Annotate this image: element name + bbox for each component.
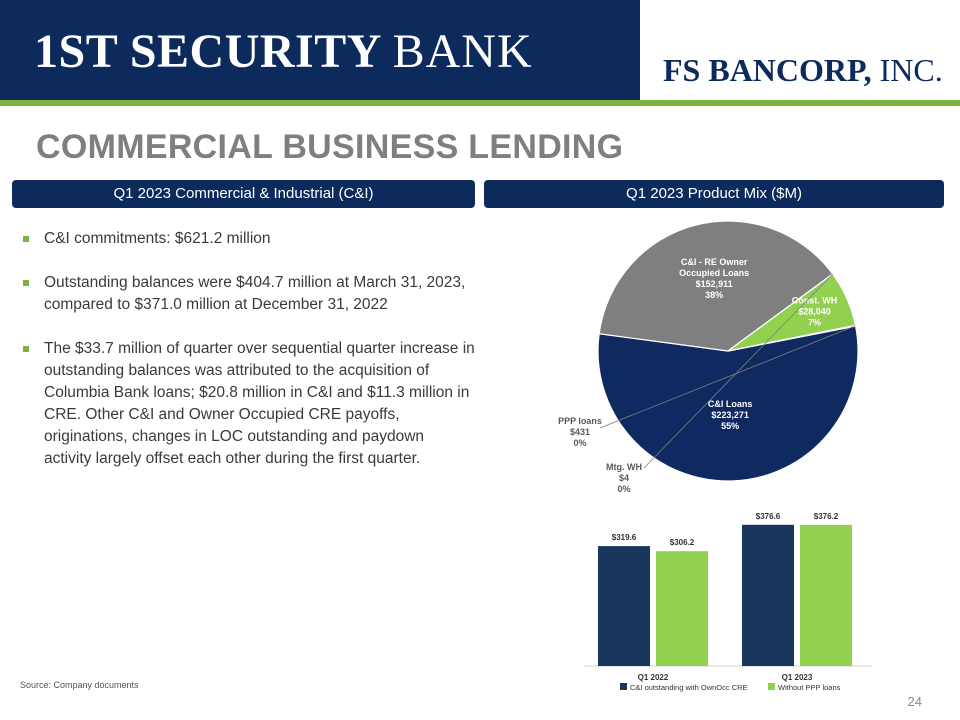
left-section-heading: Q1 2023 Commercial & Industrial (C&I) bbox=[12, 180, 475, 208]
bar-1-1 bbox=[800, 525, 852, 666]
bar-chart bbox=[580, 508, 880, 702]
bar-label-1-0: $376.6 bbox=[755, 511, 781, 521]
bar-legend-swatch-1 bbox=[768, 683, 775, 690]
bar-category-0: Q1 2022 bbox=[637, 673, 669, 682]
bar-legend-swatch-0 bbox=[620, 683, 627, 690]
bullet-item-balances: Outstanding balances were $404.7 million at March 31, 2023, compared to $371.0 million at December 31, 2022 bbox=[20, 272, 475, 316]
bar-category-1: Q1 2023 bbox=[781, 673, 813, 682]
bar-legend-label-1: Without PPP loans bbox=[778, 683, 841, 692]
bar-label-0-1: $306.2 bbox=[669, 538, 695, 548]
bullet-item-commitments: C&I commitments: $621.2 million bbox=[20, 228, 475, 250]
header bbox=[0, 0, 960, 100]
header-band bbox=[0, 0, 640, 100]
pie-label-ci-loans: C&I Loans $223,271 55% bbox=[707, 398, 753, 431]
bank-logo bbox=[34, 24, 533, 79]
bar-0-1 bbox=[656, 551, 708, 666]
pie-label-const-wh: Const. WH $28,040 7% bbox=[791, 295, 838, 328]
page-title: COMMERCIAL BUSINESS LENDING bbox=[36, 128, 624, 166]
pie-chart bbox=[540, 214, 940, 508]
right-section-heading: Q1 2023 Product Mix ($M) bbox=[484, 180, 944, 208]
bar-legend-label-0: C&I outstanding with OwnOcc CRE bbox=[630, 683, 748, 692]
pie-label-re-owner: C&I - RE Owner Occupied Loans $152,911 38% bbox=[679, 257, 750, 301]
pie-label-mtg-wh: Mtg. WH $4 0% bbox=[606, 462, 642, 494]
bullet-list bbox=[20, 228, 475, 492]
bar-label-0-0: $319.6 bbox=[611, 533, 637, 543]
bank-logo-first: 1ST SECURITY bbox=[34, 25, 381, 78]
page-number: 24 bbox=[907, 694, 922, 709]
corp-logo-suffix: INC. bbox=[879, 52, 943, 88]
corp-logo bbox=[663, 52, 943, 89]
pie-label-ppp: PPP loans $431 0% bbox=[558, 416, 602, 448]
bar-1-0 bbox=[742, 525, 794, 666]
bar-label-1-1: $376.2 bbox=[813, 511, 839, 521]
bullet-item-increase: The $33.7 million of quarter over sequential quarter increase in outstanding balances was attributed to the acquisition of Columbia Bank loans; $20.8 million in C&I and $11.3 million in CRE. Other C&I and Owner Occupied CRE payoffs, originations, changes in LOC outstanding and paydown activity largely offset each other during the first quarter. bbox=[20, 338, 475, 470]
corp-logo-main: FS BANCORP, bbox=[663, 52, 872, 88]
bar-0-0 bbox=[598, 546, 650, 666]
green-divider bbox=[0, 100, 960, 106]
bank-logo-second: BANK bbox=[392, 25, 533, 78]
source-note: Source: Company documents bbox=[20, 680, 139, 690]
